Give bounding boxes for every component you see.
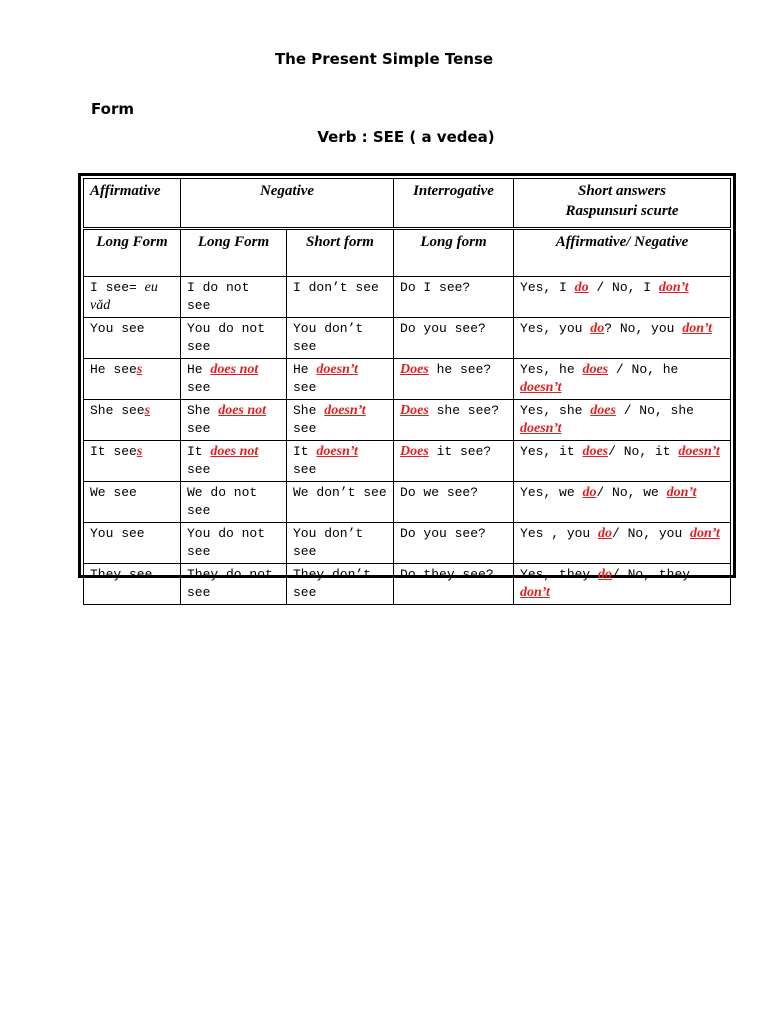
- cell-text: she see?: [428, 403, 500, 418]
- table-row: [84, 400, 731, 441]
- cell-text: Yes, it: [520, 444, 583, 459]
- cell-text: You do not see: [187, 526, 266, 559]
- negative-long-cell: [181, 564, 287, 605]
- short-answer-cell: [514, 482, 731, 523]
- header-negative: Negative: [181, 179, 394, 229]
- cell-text: Yes, I: [520, 280, 575, 295]
- cell-text: I see=: [90, 280, 145, 295]
- highlighted-text: don’t: [666, 485, 697, 500]
- cell-text: see: [187, 380, 211, 395]
- highlighted-text: don’t: [682, 321, 713, 336]
- negative-long-cell: [181, 318, 287, 359]
- verb-heading: Verb : SEE ( a vedea): [317, 128, 495, 146]
- cell-text: / No, she: [615, 403, 694, 418]
- header-interrogative: Interrogative: [394, 179, 514, 229]
- cell-text: She: [187, 403, 219, 418]
- affirmative-cell: [84, 318, 181, 359]
- cell-text: They see: [90, 567, 153, 582]
- interrogative-cell: [394, 564, 514, 605]
- negative-long-cell: [181, 441, 287, 482]
- negative-short-cell: [287, 441, 394, 482]
- interrogative-cell: [394, 441, 514, 482]
- table-row: [84, 441, 731, 482]
- negative-short-cell: [287, 400, 394, 441]
- negative-short-cell: [287, 318, 394, 359]
- cell-text: He: [187, 362, 211, 377]
- highlighted-text: does not: [210, 362, 259, 377]
- negative-short-cell: [287, 564, 394, 605]
- highlighted-text: doesn’t: [520, 421, 562, 436]
- cell-text: / No, he: [608, 362, 679, 377]
- highlighted-text: doesn’t: [316, 444, 358, 459]
- highlighted-text: does: [582, 444, 609, 459]
- tense-table-frame: [78, 173, 736, 600]
- cell-text: She see: [90, 403, 145, 418]
- negative-long-cell: [181, 523, 287, 564]
- highlighted-text: do: [590, 321, 605, 336]
- cell-text: She: [293, 403, 325, 418]
- cell-text: Do you see?: [400, 526, 486, 541]
- cell-text: They don’t see: [293, 567, 372, 600]
- header-affirmative-negative: Affirmative/ Negative: [514, 229, 731, 277]
- cell-text: / No, it: [608, 444, 679, 459]
- highlighted-text: don’t: [520, 585, 550, 600]
- cell-text: Yes , you: [520, 526, 599, 541]
- cell-text: He: [293, 362, 317, 377]
- interrogative-cell: [394, 523, 514, 564]
- cell-text: he see?: [428, 362, 492, 377]
- highlighted-text: s: [136, 444, 143, 459]
- cell-text: We do not see: [187, 485, 258, 518]
- negative-short-cell: [287, 359, 394, 400]
- section-heading: Form: [91, 100, 134, 118]
- cell-text: Do you see?: [400, 321, 486, 336]
- interrogative-cell: [394, 277, 514, 318]
- affirmative-cell: [84, 400, 181, 441]
- cell-text: / No, we: [596, 485, 667, 500]
- highlighted-text: s: [144, 403, 151, 418]
- highlighted-text: s: [136, 362, 143, 377]
- cell-text: I don’t see: [293, 280, 379, 295]
- short-answer-cell: [514, 441, 731, 482]
- highlighted-text: do: [582, 485, 597, 500]
- cell-text: Yes, she: [520, 403, 591, 418]
- cell-text: see: [293, 380, 317, 395]
- cell-text: We see: [90, 485, 137, 500]
- table-row: [84, 359, 731, 400]
- cell-text: They do not see: [187, 567, 273, 600]
- highlighted-text: doesn’t: [678, 444, 720, 459]
- cell-text: It see: [90, 444, 137, 459]
- cell-text: It: [293, 444, 317, 459]
- cell-text: Yes, they: [520, 567, 599, 582]
- header-short-answers: [514, 179, 731, 229]
- header-long-form-negative: Long Form: [181, 229, 287, 277]
- highlighted-text: Does: [400, 403, 429, 418]
- negative-long-cell: [181, 482, 287, 523]
- header-short-answers-ro: Raspunsuri scurte: [565, 203, 679, 219]
- cell-text: You see: [90, 321, 145, 336]
- highlighted-text: does: [590, 403, 616, 418]
- short-answer-cell: [514, 359, 731, 400]
- header-affirmative: Affirmative: [84, 179, 181, 229]
- table-row: [84, 523, 731, 564]
- cell-text: / No, I: [588, 280, 659, 295]
- short-answer-cell: [514, 400, 731, 441]
- cell-text: / No, you: [612, 526, 691, 541]
- highlighted-text: do: [598, 526, 613, 541]
- table-row: [84, 277, 731, 318]
- highlighted-text: don’t: [690, 526, 720, 541]
- cell-text: see: [293, 421, 317, 436]
- cell-text: it see?: [428, 444, 492, 459]
- short-answer-cell: [514, 523, 731, 564]
- interrogative-cell: [394, 359, 514, 400]
- table-row: [84, 564, 731, 605]
- cell-text: We don’t see: [293, 485, 387, 500]
- header-long-form-interrogative: Long form: [394, 229, 514, 277]
- tense-table: [83, 178, 731, 605]
- table-row: [84, 318, 731, 359]
- table-row: [84, 482, 731, 523]
- cell-text: see: [187, 462, 211, 477]
- short-answer-cell: [514, 564, 731, 605]
- highlighted-text: don’t: [658, 280, 689, 295]
- highlighted-text: doesn’t: [324, 403, 366, 418]
- affirmative-cell: [84, 359, 181, 400]
- highlighted-text: do: [598, 567, 613, 582]
- negative-short-cell: [287, 482, 394, 523]
- negative-long-cell: [181, 277, 287, 318]
- cell-text: see: [187, 421, 211, 436]
- cell-text: He see: [90, 362, 137, 377]
- cell-text: You don’t see: [293, 526, 364, 559]
- cell-text: Yes, he: [520, 362, 583, 377]
- affirmative-cell: [84, 564, 181, 605]
- highlighted-text: doesn’t: [520, 380, 562, 395]
- highlighted-text: does not: [210, 444, 259, 459]
- header-row-1: [84, 179, 731, 229]
- affirmative-cell: [84, 277, 181, 318]
- cell-text: You see: [90, 526, 145, 541]
- short-answer-cell: [514, 318, 731, 359]
- interrogative-cell: [394, 400, 514, 441]
- negative-short-cell: [287, 523, 394, 564]
- affirmative-cell: [84, 482, 181, 523]
- romanian-translation: eu văd: [90, 280, 158, 313]
- negative-short-cell: [287, 277, 394, 318]
- affirmative-cell: [84, 441, 181, 482]
- cell-text: You do not see: [187, 321, 266, 354]
- negative-long-cell: [181, 359, 287, 400]
- cell-text: see: [293, 462, 317, 477]
- cell-text: Do we see?: [400, 485, 479, 500]
- cell-text: Do I see?: [400, 280, 471, 295]
- header-row-2: [84, 229, 731, 277]
- affirmative-cell: [84, 523, 181, 564]
- cell-text: I do not see: [187, 280, 250, 313]
- cell-text: Yes, you: [520, 321, 591, 336]
- highlighted-text: Does: [400, 362, 429, 377]
- highlighted-text: do: [574, 280, 589, 295]
- interrogative-cell: [394, 482, 514, 523]
- highlighted-text: doesn’t: [316, 362, 358, 377]
- negative-long-cell: [181, 400, 287, 441]
- short-answer-cell: [514, 277, 731, 318]
- highlighted-text: does not: [218, 403, 267, 418]
- header-long-form-affirmative: Long Form: [84, 229, 181, 277]
- cell-text: / No, they: [612, 567, 691, 582]
- interrogative-cell: [394, 318, 514, 359]
- cell-text: ? No, you: [604, 321, 683, 336]
- highlighted-text: does: [582, 362, 609, 377]
- cell-text: Yes, we: [520, 485, 583, 500]
- header-short-form: Short form: [287, 229, 394, 277]
- cell-text: You don’t see: [293, 321, 364, 354]
- header-short-answers-en: Short answers: [578, 183, 666, 199]
- highlighted-text: Does: [400, 444, 429, 459]
- cell-text: It: [187, 444, 211, 459]
- cell-text: Do they see?: [400, 567, 494, 582]
- page-title: The Present Simple Tense: [274, 50, 494, 68]
